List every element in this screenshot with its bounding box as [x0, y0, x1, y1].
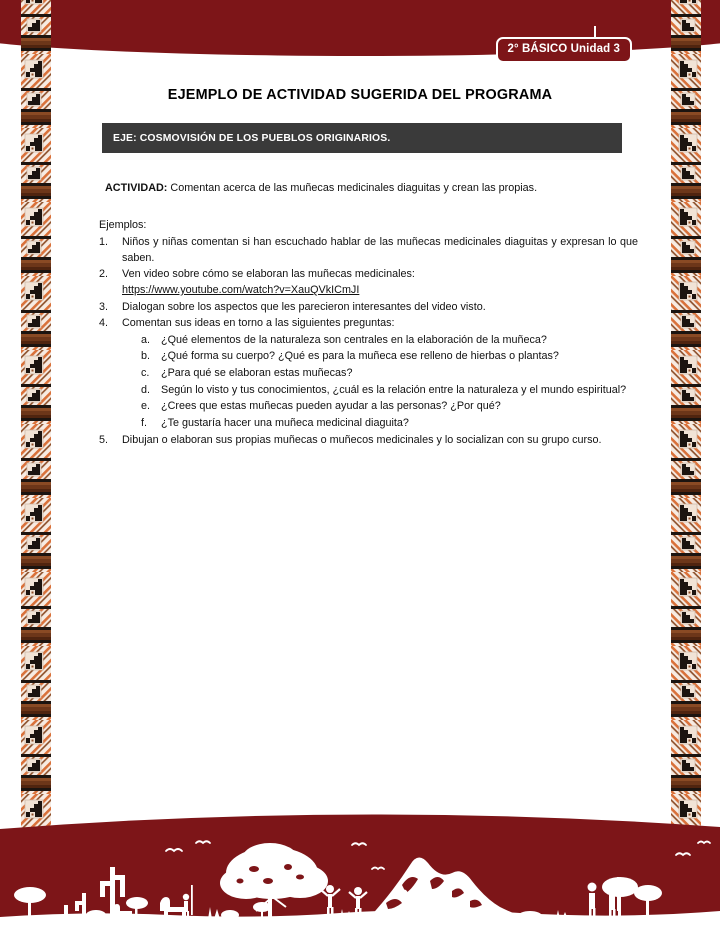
- right-border-pattern: [671, 0, 701, 932]
- sublist-item: [99, 333, 638, 349]
- left-border-pattern: [21, 0, 51, 932]
- list-item: [99, 433, 638, 449]
- list-item: [99, 267, 638, 298]
- eje-banner: [102, 123, 622, 153]
- sublist-text: ¿Qué elementos de la naturaleza son centrales en la elaboración de la muñeca?: [161, 333, 547, 346]
- activity-label: ACTIVIDAD:: [105, 182, 168, 194]
- document-content: [58, 0, 662, 932]
- list-marker: 5.: [99, 433, 109, 446]
- questions-sublist: [99, 333, 638, 432]
- sublist-text: ¿Qué forma su cuerpo? ¿Qué es para la muñeca ese relleno de hierbas o plantas?: [161, 350, 559, 363]
- list-text: [122, 267, 638, 298]
- unit-badge: 2° BÁSICO Unidad 3: [496, 37, 632, 63]
- sublist-item: [99, 349, 638, 365]
- list-text: Dibujan o elaboran sus propias muñecas o muñecos medicinales y lo socializan con su grupo curso.: [122, 433, 602, 446]
- sublist-text: ¿Te gustaría hacer una muñeca medicinal diaguita?: [161, 417, 409, 430]
- list-marker: 3.: [99, 300, 109, 313]
- sublist-marker: e.: [141, 400, 151, 413]
- eje-label: EJE: COSMOVISIÓN DE LOS PUEBLOS ORIGINARIOS.: [113, 132, 391, 144]
- video-link[interactable]: https://www.youtube.com/watch?v=XauQVkICmJI: [122, 283, 360, 296]
- sublist-item: [99, 416, 638, 432]
- sublist-text: ¿Crees que estas muñecas pueden ayudar a las personas? ¿Por qué?: [161, 400, 501, 413]
- sublist-text: ¿Para qué se elaboran estas muñecas?: [161, 367, 353, 380]
- examples-label: Ejemplos:: [99, 219, 147, 231]
- list-item: [99, 316, 638, 332]
- list-marker: 1.: [99, 236, 109, 248]
- page-title: EJEMPLO DE ACTIVIDAD SUGERIDA DEL PROGRAMA: [167, 87, 553, 103]
- list-item: [99, 300, 638, 316]
- sublist-item: [99, 366, 638, 382]
- list-text-part: Ven video sobre cómo se elaboran las muñecas medicinales:: [122, 268, 415, 281]
- list-marker: 2.: [99, 268, 109, 281]
- list-text: Niños y niñas comentan si han escuchado hablar de las muñecas medicinales diaguitas y expresan lo que saben.: [122, 236, 638, 264]
- sublist-marker: c.: [141, 367, 150, 380]
- list-marker: 4.: [99, 317, 109, 330]
- sublist-marker: a.: [141, 333, 151, 346]
- activity-statement: [105, 181, 625, 196]
- sublist-text: Según lo visto y tus conocimientos, ¿cuál es la relación entre la naturaleza y el mundo espiritual?: [161, 383, 627, 396]
- sublist-item: [99, 383, 638, 399]
- sublist-marker: f.: [141, 417, 147, 430]
- activity-text: Comentan acerca de las muñecas medicinales diaguitas y crean las propias.: [167, 182, 538, 194]
- bottom-landscape-illustration: [0, 807, 720, 932]
- sublist-marker: b.: [141, 350, 151, 363]
- list-text: Dialogan sobre los aspectos que les parecieron interesantes del video visto.: [122, 300, 486, 313]
- right-decorative-border: [671, 0, 701, 932]
- list-item: [99, 235, 638, 266]
- sublist-marker: d.: [141, 383, 151, 396]
- list-text: Comentan sus ideas en torno a las siguientes preguntas:: [122, 317, 395, 330]
- left-decorative-border: [21, 0, 51, 932]
- activity-steps-list: [99, 235, 638, 449]
- sublist-item: [99, 399, 638, 415]
